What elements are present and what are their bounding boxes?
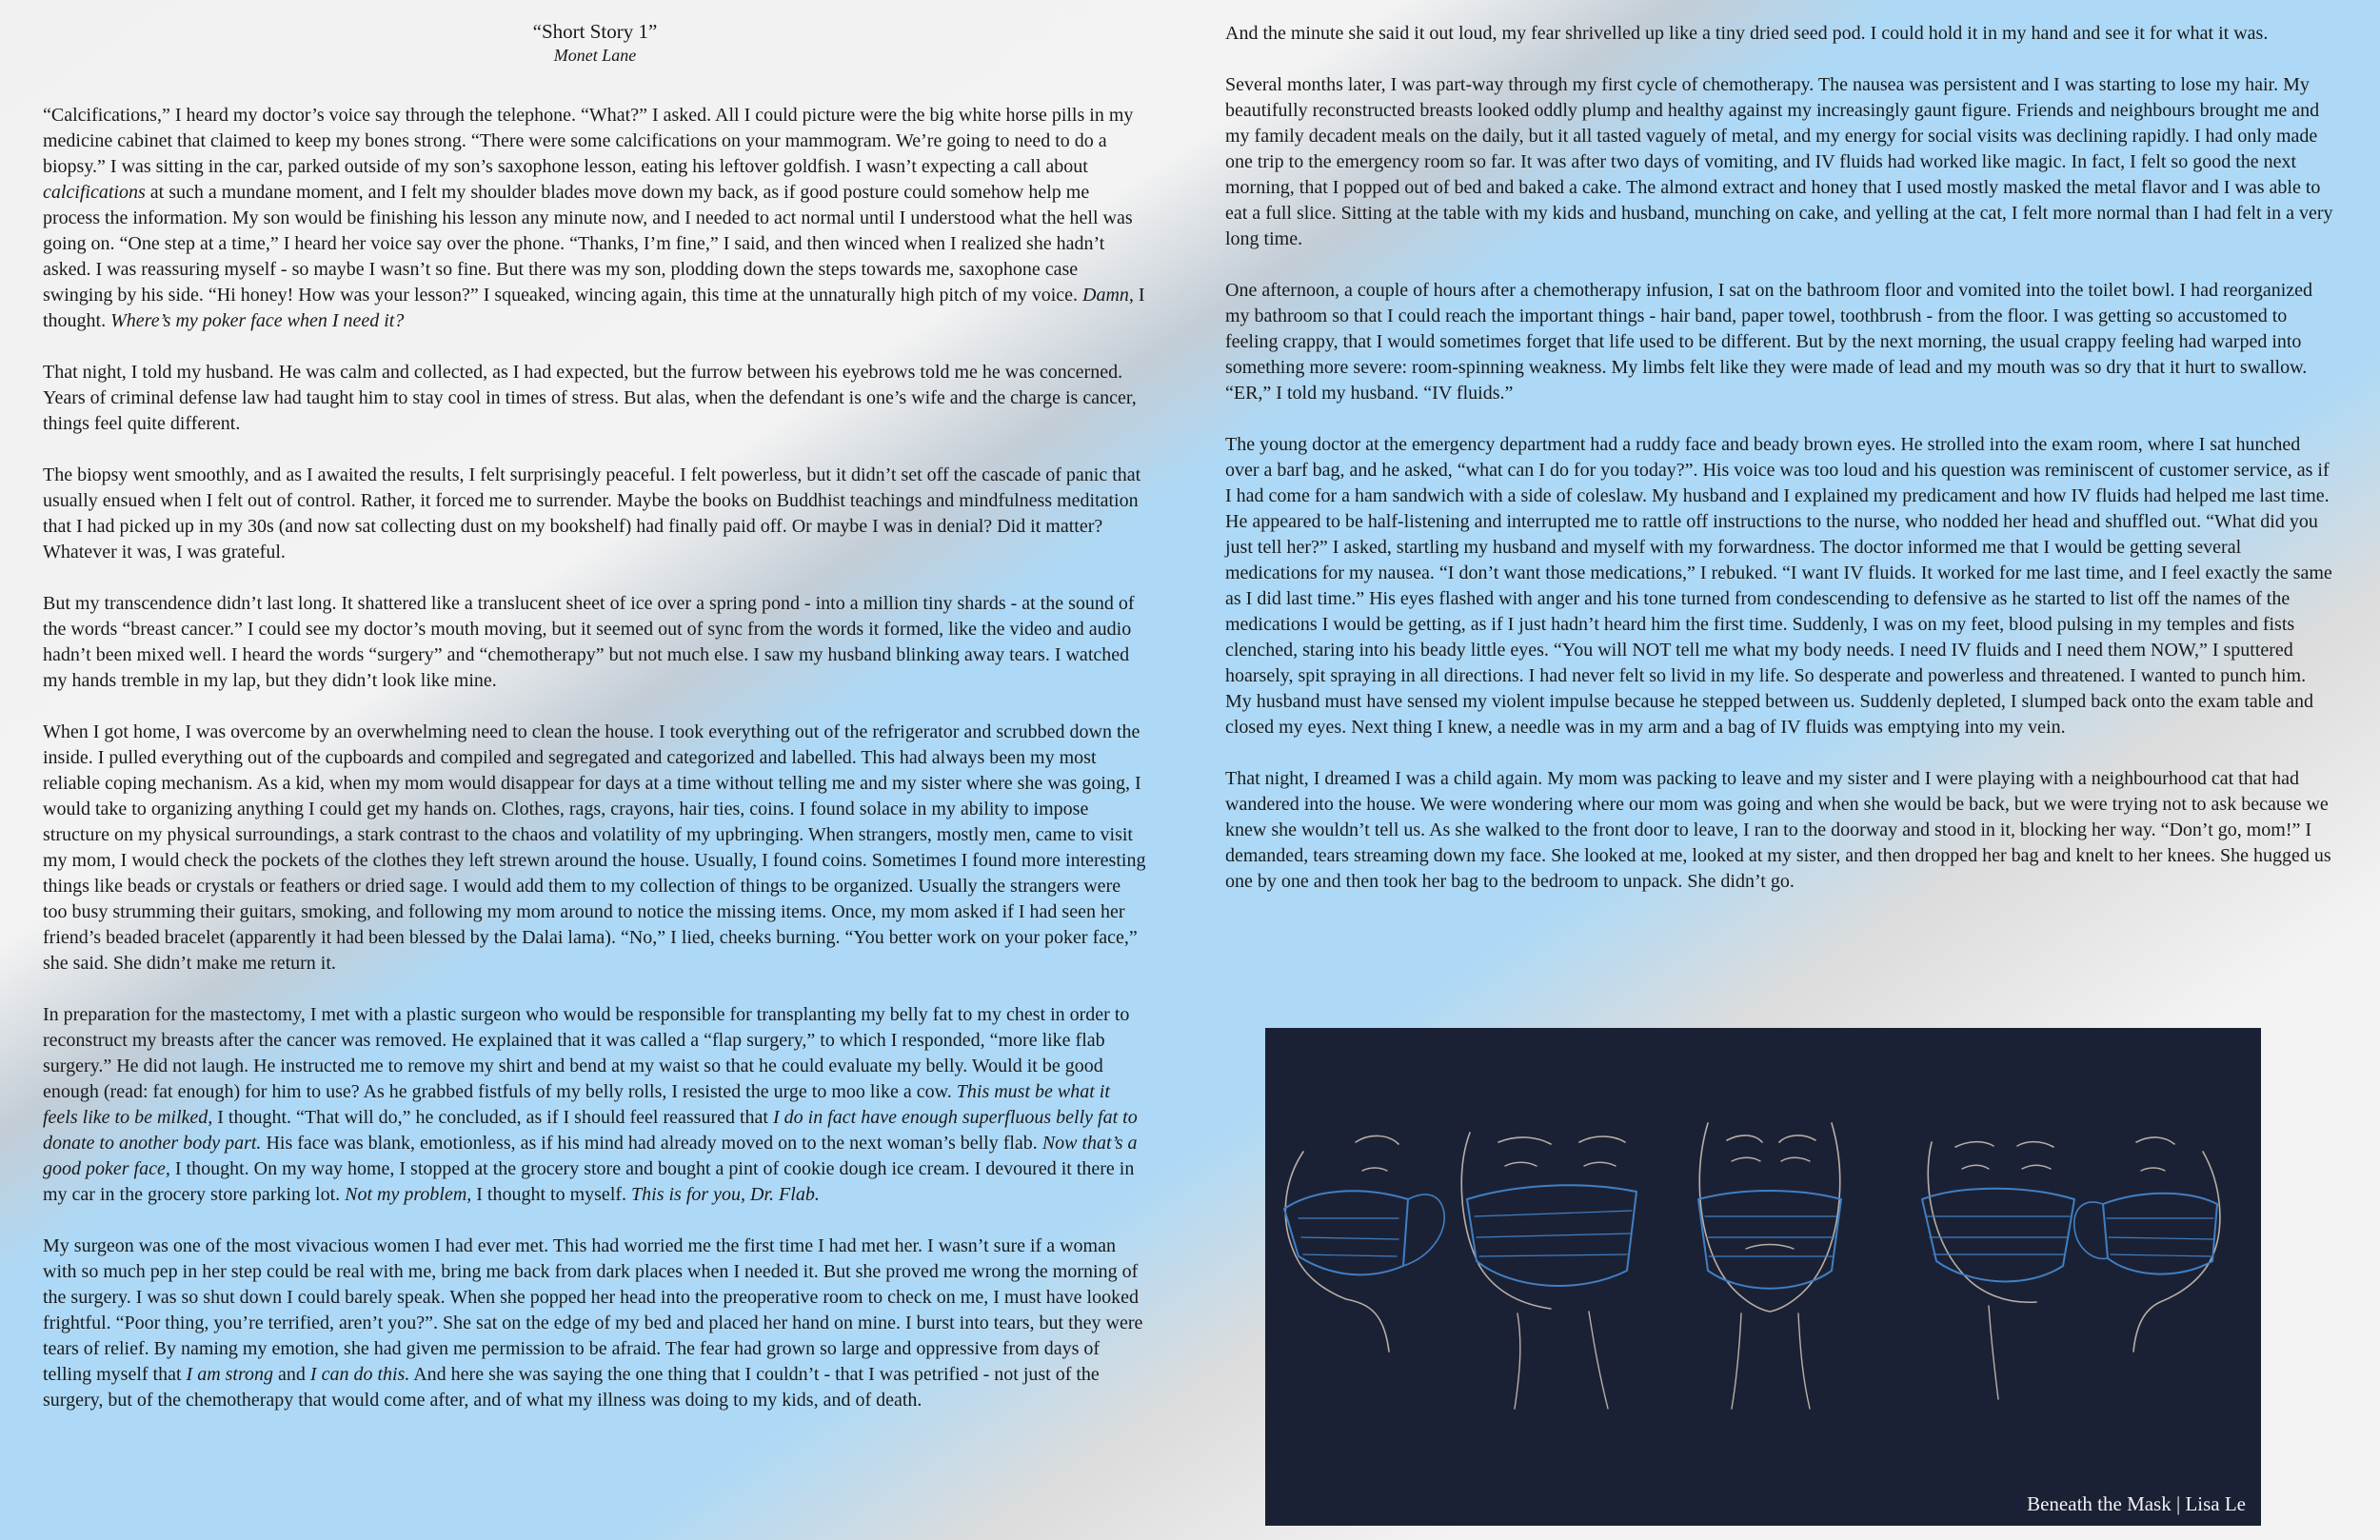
italic-text: Where’s my poker face when I need it? [110, 310, 405, 331]
italic-text: This must be what it feels like to be milked, [43, 1081, 1110, 1128]
paragraph-text: The young doctor at the emergency department had a ruddy face and beady brown eyes. He strolled into the exam room, where I sat hunched over a barf bag, and he asked, “what can I do for you today?”. His voice was too loud and his question was reminiscent of customer service, as if I had come for a ham sandwich with a side of coleslaw. My husband and I explained my predicament and how IV fluids had helped me last time. He appeared to be half-listening and interrupted me to rattle off instructions to the nurse, who nodded her head and shuffled out. “What did you just tell her?” I asked, startling my husband and myself with my forwardness. The doctor informed me that I would be getting several medications for my nausea. “I don’t want those medications,” I rebuked. “I want IV fluids. It worked for me last time, and I feel exactly the same as I did last time.” His eyes flashed with anger and his tone turned from condescending to defensive as he started to list off the names of the medications I would be getting, as if I just hadn’t heard him the first time. Suddenly, I was on my feet, blood pulsing in my temples and fists clenched, staring into his beady little eyes. “You will NOT tell me what my body needs. I need IV fluids and I need them NOW,” I sputtered hoarsely, spit spraying in all directions. I had never felt so livid in my life. So desperate and powerless and threatened. I wanted to punch him. My husband must have sensed my violent impulse because he stepped between us. Suddenly depleted, I slumped back onto the exam table and closed my eyes. Next thing I knew, a needle was in my arm and a bag of IV fluids was emptying into my vein. [1225, 434, 2332, 738]
left-story-text [43, 103, 1147, 1413]
masked-faces-illustration [1265, 1028, 2261, 1526]
paragraph-text: I thought. On my way home, I stopped at the grocery store and bought a pint of cookie dough ice cream. I devoured it there in my car in the grocery store parking lot. [43, 1158, 1135, 1205]
story-paragraph [43, 720, 1147, 977]
story-paragraph [43, 463, 1147, 565]
paragraph-text: One afternoon, a couple of hours after a chemotherapy infusion, I sat on the bathroom floor and vomited into the toilet bowl. I had reorganized my bathroom so that I could reach the important things - hair band, paper towel, toothbrush - from the floor. I was getting so accustomed to feeling crappy, that I would sometimes forget that life used to be different. But by the next morning, the usual crappy feeling had warped into something more severe: room-spinning weakness. My limbs felt like they were made of lead and my mouth was so dry that it hurt to swallow. “ER,” I told my husband. “IV fluids.” [1225, 280, 2313, 404]
left-column [43, 0, 1147, 1439]
paragraph-text: His face was blank, emotionless, as if his mind had already moved on to the next woman’s belly flab. [261, 1133, 1042, 1154]
face-5 [2074, 1137, 2220, 1352]
story-paragraph [43, 103, 1147, 334]
paragraph-text: And the minute she said it out loud, my fear shrivelled up like a tiny dried seed pod. I could hold it in my hand and see it for what it was. [1225, 23, 2269, 44]
story-paragraph [1225, 21, 2334, 47]
paragraph-text: I thought. [43, 285, 1145, 331]
artwork-caption: Beneath the Mask | Lisa Le [2027, 1492, 2246, 1515]
italic-text: calcifications [43, 182, 146, 203]
right-story-text [1225, 21, 2334, 895]
italic-text: I am strong [186, 1364, 274, 1385]
story-paragraph [43, 1234, 1147, 1413]
story-paragraph [43, 1002, 1147, 1208]
artwork-beneath-the-mask [1265, 1028, 2261, 1526]
paragraph-text: But my transcendence didn’t last long. It shattered like a translucent sheet of ice over a spring pond - into a million tiny shards - at the sound of the words “breast cancer.” I could see my doctor’s mouth moving, but it seemed out of sync from the words it formed, like the video and audio hadn’t been mixed well. I heard the words “surgery” and “chemotherapy” but not much else. I saw my husband blinking away tears. I watched my hands tremble in my lap, but they didn’t look like mine. [43, 593, 1135, 691]
paragraph-text: and [273, 1364, 310, 1385]
paragraph-text: I thought. “That will do,” he concluded, as if I should feel reassured that [212, 1107, 773, 1128]
paragraph-text: That night, I told my husband. He was calm and collected, as I had expected, but the furrow between his eyebrows told me he was concerned. Years of criminal defense law had taught him to stay cool in times of stress. But alas, when the defendant is one’s wife and the charge is cancer, things feel quite different. [43, 362, 1137, 434]
paragraph-text: The biopsy went smoothly, and as I awaited the results, I felt surprisingly peaceful. I felt powerless, but it didn’t set off the cascade of panic that usually ensued when I felt out of control. Rather, it forced me to surrender. Maybe the books on Buddhist teachings and mindfulness meditation that I had picked up in my 30s (and now sat collecting dust on my bookshelf) had finally paid off. Or maybe I was in denial? Did it matter? Whatever it was, I was grateful. [43, 464, 1141, 563]
paragraph-text: That night, I dreamed I was a child again. My mom was packing to leave and my sister and I were playing with a neighbourhood cat that had wandered into the house. We were wondering where our mom was going and when she would be back, but we were trying not to ask because we knew she wouldn’t tell us. As she walked to the front door to leave, I ran to the doorway and stood in it, blocking her way. “Don’t go, mom!” I demanded, tears streaming down my face. She looked at me, looked at my sister, and then dropped her bag and knelt to her knees. She hugged us one by one and then took her bag to the bedroom to unpack. She didn’t go. [1225, 768, 2331, 892]
italic-text: This is for you, Dr. Flab. [631, 1184, 820, 1205]
story-paragraph [43, 591, 1147, 694]
paragraph-text: When I got home, I was overcome by an overwhelming need to clean the house. I took everything out of the refrigerator and scrubbed down the inside. I pulled everything out of the cupboards and compiled and segregated and categorized and labelled. This had always been my most reliable coping mechanism. As a kid, when my mom would disappear for days at a time without telling me and my sister where she was going, I would take to organizing anything I could get my hands on. Clothes, rags, crayons, hair ties, coins. I found solace in my ability to impose structure on my physical surroundings, a stark contrast to the chaos and volatility of my upbringing. When strangers, mostly men, came to visit my mom, I would check the pockets of the clothes they left strewn around the house. Usually, I found coins. Sometimes I found more interesting things like beads or crystals or feathers or dried sage. I would add them to my collection of things to be organized. Usually the strangers were too busy strumming their guitars, smoking, and following my mom around to notice the missing items. Once, my mom asked if I had seen her friend’s beaded bracelet (apparently it had been blessed by the Dalai lama). “No,” I lied, cheeks burning. “You better work on your poker face,” she said. She didn’t make me return it. [43, 721, 1146, 974]
story-title: “Short Story 1” [532, 20, 658, 43]
story-paragraph [1225, 766, 2334, 895]
paragraph-text: at such a mundane moment, and I felt my shoulder blades move down my back, as if good posture could somehow help me process the information. My son would be finishing his lesson any minute now, and I needed to act normal until I understood what the hell was going on. “One step at a time,” I heard her voice say over the phone. “Thanks, I’m fine,” I said, and then winced when I realized she hadn’t asked. I was reassuring myself - so maybe I wasn’t so fine. But there was my son, plodding down the steps towards me, saxophone case swinging by his side. “Hi honey! How was your lesson?” I squeaked, wincing again, this time at the unnaturally high pitch of my voice. [43, 182, 1133, 306]
paragraph-text: My surgeon was one of the most vivacious women I had ever met. This had worried me the first time I had met her. I wasn’t sure if a woman with so much pep in her step could be real with me, bring me back from dark places when I needed it. But she proved me wrong the morning of the surgery. I was so shut down I could barely speak. When she popped her head into the preoperative room to check on me, I must have looked frightful. “Poor thing, you’re terrified, aren’t you?”. She sat on the edge of my bed and placed her hand on mine. I burst into tears, but they were tears of relief. By naming my emotion, she had given me permission to be afraid. The fear had grown so large and oppressive from days of telling myself that [43, 1235, 1143, 1385]
face-4 [1922, 1142, 2074, 1399]
italic-text: Damn, [1082, 285, 1134, 306]
paragraph-text: Several months later, I was part-way through my first cycle of chemotherapy. The nausea was persistent and I was starting to lose my hair. My beautifully reconstructed breasts looked oddly plump and healthy against my increasingly gaunt figure. Friends and neighbours brought me and my family decadent meals on the daily, but it all tasted vaguely of metal, and my energy for social visits was declining rapidly. I had only made one trip to the emergency room so far. It was after two days of vomiting, and IV fluids had worked like magic. In fact, I felt so good the next morning, that I popped out of bed and baked a cake. The almond extract and honey that I used mostly masked the metal flavor and I was able to eat a full slice. Sitting at the table with my kids and husband, munching on cake, and yelling at the cat, I felt more normal than I had felt in a very long time. [1225, 74, 2333, 249]
right-column [1225, 0, 2334, 920]
paragraph-text: In preparation for the mastectomy, I met with a plastic surgeon who would be responsible for transplanting my belly fat to my chest in order to reconstruct my breasts after the cancer was removed. He explained that it was called a “flap surgery,” to which I responded, “more like flab surgery.” He did not laugh. He instructed me to remove my shirt and bend at my waist so that he could evaluate my belly. Would it be good enough (read: fat enough) for him to use? As he grabbed fistfuls of my belly rolls, I resisted the urge to moo like a cow. [43, 1004, 1130, 1102]
face-2 [1461, 1133, 1636, 1409]
face-3 [1698, 1123, 1841, 1409]
story-paragraph [1225, 432, 2334, 740]
paragraph-text: “Calcifications,” I heard my doctor’s voice say through the telephone. “What?” I asked. All I could picture were the big white horse pills in my medicine cabinet that claimed to keep my bones strong. “There were some calcifications on your mammogram. We’re going to need to do a biopsy.” I was sitting in the car, parked outside of my son’s saxophone lesson, eating his leftover goldfish. I wasn’t expecting a call about [43, 105, 1134, 177]
italic-text: I can do this. [309, 1364, 410, 1385]
italic-text: Now that’s a good poker face, [43, 1133, 1138, 1179]
story-paragraph [43, 360, 1147, 437]
italic-text: Not my problem, [345, 1184, 472, 1205]
italic-text: I do in fact have enough superfluous belly fat to donate to another body part. [43, 1107, 1138, 1154]
paragraph-text: I thought to myself. [471, 1184, 632, 1205]
story-paragraph [1225, 72, 2334, 252]
story-heading [43, 19, 1147, 67]
paragraph-text: And here she was saying the one thing that I couldn’t - that I was petrified - not just of the surgery, but of the chemotherapy that would come after, and of what my illness was doing to my kids, and of death. [43, 1364, 1100, 1411]
story-paragraph [1225, 278, 2334, 406]
story-author: Monet Lane [553, 46, 637, 65]
face-1 [1284, 1135, 1444, 1352]
